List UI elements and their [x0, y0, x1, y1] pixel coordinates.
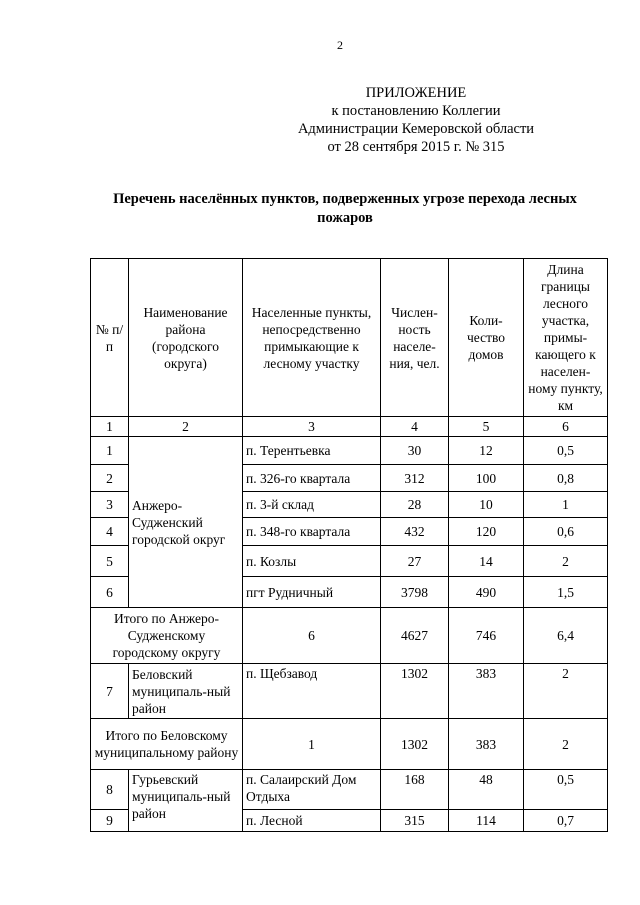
place-cell: п. Козлы	[243, 546, 381, 577]
houses-cell: 48	[449, 770, 524, 810]
length-cell: 0,8	[524, 465, 608, 492]
houses-cell: 490	[449, 577, 524, 608]
population-cell: 315	[381, 810, 449, 832]
subtotal-length: 6,4	[524, 608, 608, 664]
houses-cell: 14	[449, 546, 524, 577]
appendix-line-2: Администрации Кемеровской области	[297, 121, 535, 137]
table-row	[91, 437, 608, 465]
place-cell: п. 3-й склад	[243, 492, 381, 518]
header-cell: Наименование района (городского округа)	[129, 259, 243, 417]
place-cell: п. Щебзавод	[243, 664, 381, 719]
houses-cell: 12	[449, 437, 524, 465]
population-cell: 312	[381, 465, 449, 492]
row-number: 6	[91, 577, 129, 608]
column-number: 3	[243, 417, 381, 437]
length-cell: 2	[524, 664, 608, 719]
column-number-row	[91, 417, 608, 437]
row-number: 9	[91, 810, 129, 832]
population-cell: 1302	[381, 664, 449, 719]
place-cell: п. Салаирский Дом Отдыха	[243, 770, 381, 810]
subtotal-length: 2	[524, 719, 608, 770]
length-cell: 0,5	[524, 437, 608, 465]
table-row	[91, 664, 608, 719]
header-cell: Длина границы лесного участка, примы-кающего к населен-ному пункту, км	[524, 259, 608, 417]
length-cell: 1	[524, 492, 608, 518]
column-number: 1	[91, 417, 129, 437]
houses-cell: 100	[449, 465, 524, 492]
houses-cell: 120	[449, 518, 524, 546]
length-cell: 0,5	[524, 770, 608, 810]
length-cell: 0,7	[524, 810, 608, 832]
length-cell: 2	[524, 546, 608, 577]
header-cell: Коли-чество домов	[449, 259, 524, 417]
column-number: 4	[381, 417, 449, 437]
header-cell: Числен-ность населе-ния, чел.	[381, 259, 449, 417]
houses-cell: 10	[449, 492, 524, 518]
row-number: 3	[91, 492, 129, 518]
houses-cell: 114	[449, 810, 524, 832]
header-cell: Населенные пункты, непосредственно примыкающие к лесному участку	[243, 259, 381, 417]
subtotal-count: 6	[243, 608, 381, 664]
subtotal-houses: 383	[449, 719, 524, 770]
appendix-heading: ПРИЛОЖЕНИЕ	[365, 85, 467, 101]
row-number: 5	[91, 546, 129, 577]
place-cell: пгт Рудничный	[243, 577, 381, 608]
row-number: 8	[91, 770, 129, 810]
appendix-line-3: от 28 сентября 2015 г. № 315	[327, 139, 505, 155]
subtotal-population: 1302	[381, 719, 449, 770]
column-number: 2	[129, 417, 243, 437]
population-cell: 168	[381, 770, 449, 810]
place-cell: п. 326-го квартала	[243, 465, 381, 492]
length-cell: 0,6	[524, 518, 608, 546]
place-cell: п. 348-го квартала	[243, 518, 381, 546]
place-cell: п. Терентьевка	[243, 437, 381, 465]
document-title: Перечень населённых пунктов, подверженных угрозе перехода лесных пожаров	[113, 191, 577, 226]
subtotal-row	[91, 608, 608, 664]
population-cell: 28	[381, 492, 449, 518]
header-row	[91, 259, 608, 417]
appendix-block	[266, 84, 566, 156]
population-cell: 27	[381, 546, 449, 577]
district-cell: Беловский муниципаль-ный район	[129, 664, 243, 719]
district-cell: Анжеро-Судженский городской округ	[129, 437, 243, 608]
subtotal-houses: 746	[449, 608, 524, 664]
place-cell: п. Лесной	[243, 810, 381, 832]
row-number: 2	[91, 465, 129, 492]
row-number: 7	[91, 664, 129, 719]
subtotal-count: 1	[243, 719, 381, 770]
houses-cell: 383	[449, 664, 524, 719]
subtotal-row	[91, 719, 608, 770]
subtotal-label: Итого по Анжеро-Судженскому городскому округу	[91, 608, 243, 664]
appendix-line-1: к постановлению Коллегии	[331, 103, 501, 119]
population-cell: 30	[381, 437, 449, 465]
settlements-table	[90, 258, 608, 832]
population-cell: 432	[381, 518, 449, 546]
row-number: 1	[91, 437, 129, 465]
subtotal-population: 4627	[381, 608, 449, 664]
table-row	[91, 770, 608, 810]
subtotal-label: Итого по Беловскому муниципальному району	[91, 719, 243, 770]
column-number: 6	[524, 417, 608, 437]
row-number: 4	[91, 518, 129, 546]
page-number: 2	[337, 38, 343, 52]
population-cell: 3798	[381, 577, 449, 608]
district-cell: Гурьевский муниципаль-ный район	[129, 770, 243, 832]
header-cell: № п/п	[91, 259, 129, 417]
column-number: 5	[449, 417, 524, 437]
length-cell: 1,5	[524, 577, 608, 608]
